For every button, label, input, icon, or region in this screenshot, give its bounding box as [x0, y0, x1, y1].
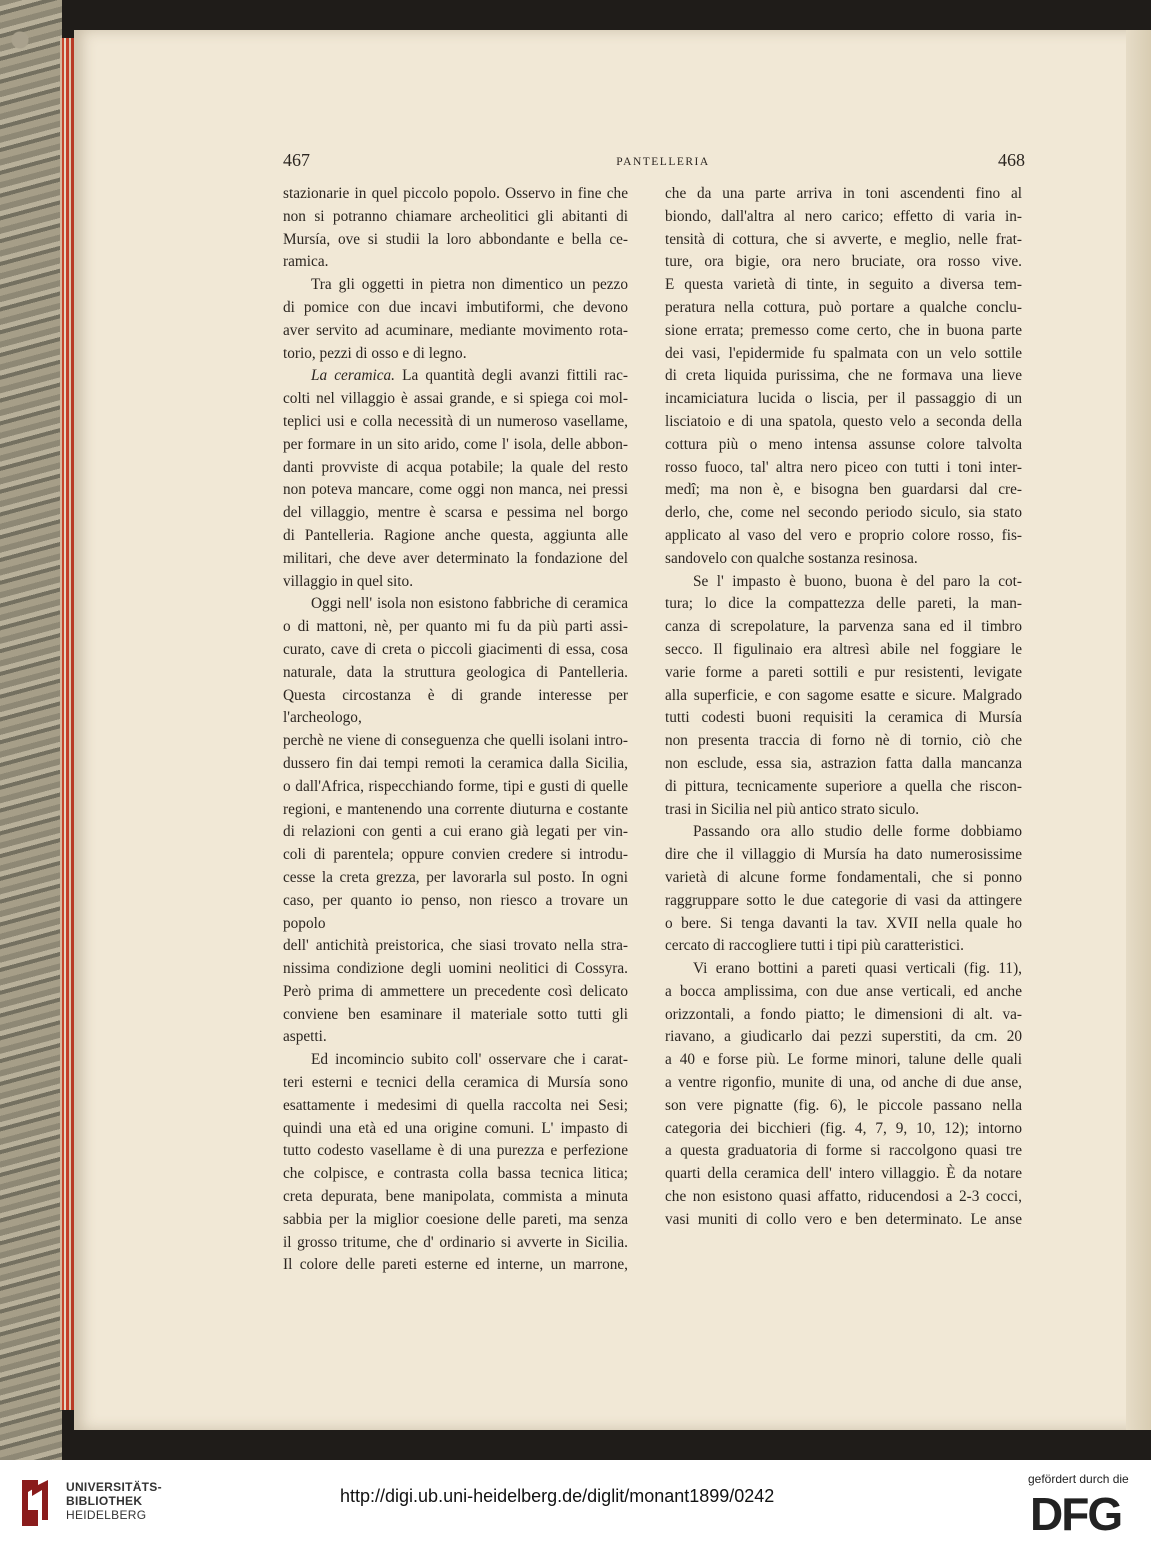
text-column-right [665, 183, 1022, 1232]
left_column-text-line: il grosso tritume, che d' ordinario si avverte in Sicilia. [283, 1233, 628, 1251]
right_column-text-line: non esclude, essa sia, astrazion fatta dalla mancanza [665, 754, 1022, 772]
right_column-text-line: varie forme a pareti sottili e pur resistenti, levigate [665, 663, 1022, 681]
right_column-text-line: cottura più o meno intensa assunse colore talvolta [665, 435, 1022, 453]
permalink-url[interactable]: http://digi.ub.uni-heidelberg.de/diglit/monant1899/0242 [340, 1486, 775, 1506]
right_column-text-line: tensità di cottura, che si avverte, e meglio, nelle frat- [665, 230, 1022, 248]
left_column-text-line: conviene ben esaminare il materiale sotto tutti gli [283, 1005, 628, 1023]
left_column-text-line: tutto codesto vasellame è di una purezza e perfezione [283, 1142, 628, 1160]
right_column-text-line: Se l' impasto è buono, buona è del paro la cot- [693, 572, 1022, 590]
right_column-text-line: trasi in Sicilia nel più antico strato siculo. [665, 800, 920, 818]
left_column-text-line: non si potranno chiamare archeolitici gli abitanti di [283, 207, 628, 225]
right_column-text-line: derlo, che, come nel secondo periodo siculo, sia stato [665, 504, 1022, 522]
right_column-text-line: tutti codesti buoni requisiti la ceramica di Mursía [665, 709, 1022, 727]
left_column-text-line: nissima condizione degli uomini neolitici di Cossyra. [283, 960, 628, 978]
library-name-line2: BIBLIOTHEK [66, 1494, 143, 1508]
left_column-text-line: Questa circostanza è di grande interesse per l'archeologo, [283, 686, 628, 727]
right_column-text-line: alla superficie, e con sagome esatte e sicure. Malgrado [665, 686, 1022, 704]
right_column-text-line: ture, ora bigie, ora nero bruciate, ora rosso vive. [665, 253, 1022, 271]
right_column-text-line: a questa graduatoria di forme si raccolgono quasi tre [665, 1142, 1022, 1160]
right_column-text-line: o bere. Si tenga davanti la tav. XVII nella quale ho [665, 914, 1022, 932]
left_column-text-line: curato, cave di creta o piccoli giacimenti di essa, cosa [283, 640, 628, 658]
left_column-text-line: Tra gli oggetti in pietra non dimentico un pezzo [311, 276, 628, 294]
left_column-text-line: aspetti. [283, 1028, 327, 1046]
viewer-footer [0, 1460, 1151, 1545]
right_column-text-line: sandovelo con qualche sostanza resinosa. [665, 549, 918, 567]
right_column-text-line: a bocca amplissima, con due anse verticali, ed anche [665, 982, 1022, 1000]
left_column-text-line: dell' antichità preistorica, che siasi trovato nella stra- [283, 937, 628, 955]
left_column-text-line: quindi una età ed una origine comuni. L' impasto di [283, 1119, 628, 1137]
left_column-text-line: torio, pezzi di osso e di legno. [283, 344, 467, 362]
left_column-text-line: esattamente i medesimi di quella raccolta nei Sesi; [283, 1096, 628, 1114]
left_column-text-line: che colpisce, e contrasta colla bassa tecnica litica; [283, 1165, 628, 1183]
right_column-text-line: sione errata; premesso come certo, che in buona parte [665, 321, 1022, 339]
left_column-text-line: di Pantelleria. Ragione anche questa, aggiunta alle [283, 526, 628, 544]
left_column-text-line: o di mattoni, nè, per quanto mi fu da più parti assi- [283, 618, 628, 636]
right_column-text-line: tura; lo dice la compattezza delle pareti, la man- [665, 595, 1022, 613]
left_column-text-line: aver servito ad acuminare, mediante movimento rota- [283, 321, 628, 339]
left_column-text-line: teri esterni e tecnici della ceramica di Mursía sono [283, 1074, 628, 1092]
right_column-text-line: di creta liquida purissima, che ne formava una lieve [665, 367, 1022, 385]
library-name [66, 1480, 162, 1522]
right_column-text-line: canza di screpolature, la parvenza sana ed il timbro [665, 618, 1022, 636]
left_column-text-line: villaggio in quel sito. [283, 572, 414, 590]
right_column-text-line: a ventre rigonfio, munite di una, od anche di due anse, [665, 1074, 1022, 1092]
left_column-text-line: militari, che deve aver determinato la fondazione del [283, 549, 628, 567]
right_column-text-line: raggruppare sotto le due categorie di vasi da attingere [665, 891, 1022, 909]
left_column-text-line: Mursía, ove si studii la loro abbondante e bella ce- [283, 230, 628, 248]
left_column-text-line: regioni, e mantenendo una corrente diuturna e costante [283, 800, 628, 818]
left_column-text-line: caso, per quanto io penso, non riesco a trovare un popolo [283, 891, 628, 932]
left_column-text-line: cesse la creta grezza, per lavorarla sul posto. In ogni [283, 868, 628, 886]
right_column-text-line: a 40 e forse più. Le forme minori, talune delle quali [665, 1051, 1022, 1069]
left_column-text-line: non poteva mancare, come oggi non manca, nei pressi [283, 481, 628, 499]
section-heading: La ceramica. [311, 367, 396, 385]
left_column-text-line: ramica. [283, 253, 329, 271]
right_column-text-line: che da una parte arriva in toni ascendenti fino al [665, 185, 1022, 202]
next-page-edge [1126, 30, 1151, 1430]
left_column-text-line: teplici usi e colla necessità di un numeroso vasellame, [283, 412, 628, 430]
running-title: PANTELLERIA [616, 156, 710, 168]
right_column-text-line: cercato di raccogliere tutti i tipi più caratteristici. [665, 937, 965, 955]
library-name-line1: UNIVERSITÄTS- [66, 1480, 162, 1494]
left_column-text-line: Oggi nell' isola non esistono fabbriche di ceramica [311, 595, 628, 613]
page-number-right: 468 [998, 150, 1025, 170]
right_column-text-line: non presenta traccia di forno nè di tornio, ciò che [665, 732, 1022, 750]
right_column-text-line: varietà di alcune forme fondamentali, che si ponno [665, 868, 1022, 886]
right_column-text-line: che non esistono quasi affatto, riducendosi a 2-3 cocci, [665, 1188, 1022, 1206]
right_column-text-line: medî; ma non è, e bisogna ben guardarsi dal cre- [665, 481, 1022, 499]
left_column-text-line: per formare in un sito arido, come l' isola, delle abbon- [283, 435, 628, 453]
left_column-text-line: del villaggio, mentre è scarsa e pessima nel borgo [283, 504, 628, 522]
dfg-logo-text: DFG [1030, 1490, 1122, 1534]
right_column-text-line: incamiciatura lucida o liscia, per il passaggio di un [665, 390, 1022, 408]
right_column-text-line: lisciatoio e di una spatola, questo velo a seconda della [665, 412, 1022, 430]
left_column-text-line: coli di parentela; oppure convien credere si introdu- [283, 846, 628, 864]
text-column-left [283, 183, 628, 1277]
left_column-text-line: sabbia per la miglior coesione delle pareti, ma senza [283, 1210, 628, 1228]
library-name-line3: HEIDELBERG [66, 1508, 147, 1522]
dfg-logo [1030, 1490, 1136, 1534]
left_column-text-line: stazionarie in quel piccolo popolo. Osservo in fine che [283, 185, 628, 202]
marbled-endpaper [0, 0, 62, 1460]
right_column-text-line: rosso fuoco, tal' altra nero piceo con tutti i toni inter- [665, 458, 1022, 476]
right_column-text-line: secco. Il figulinaio era altresì abile nel foggiare le [665, 640, 1022, 658]
left_column-text-line: Però prima di ammettere un precedente così delicato [283, 982, 628, 1000]
right_column-text-line: peratura nella cottura, può portare a qualche conclu- [665, 298, 1022, 316]
left_column-text-line: perchè ne viene di conseguenza che quelli isolani intro- [283, 732, 628, 750]
left_column-text-line: Il colore delle pareti esterne ed interne, un marrone, [283, 1256, 628, 1274]
right_column-text-line: dei vasi, l'epidermide fu spalmata con un velo sottile [665, 344, 1022, 362]
right_column-text-line: son vere pignatte (fig. 6), le piccole passano nella [665, 1096, 1022, 1114]
right_column-text-line: E questa varietà di tinte, in seguito a diversa tem- [665, 276, 1022, 294]
left_column-text-line: di relazioni con genti a cui erano già legati per vin- [283, 823, 628, 841]
right_column-text-line: riavano, a giudicarlo dai pezzi superstiti, da cm. 20 [665, 1028, 1022, 1046]
left_column-text-line: colti nel villaggio è assai grande, e si spiega coi mol- [283, 390, 628, 408]
right_column-text-line: categoria dei bicchieri (fig. 4, 7, 9, 10, 12); intorno [665, 1119, 1022, 1137]
right_column-text-line: vasi muniti di collo vero e ben determinato. Le anse [665, 1210, 1022, 1228]
funding-caption: gefördert durch die [1028, 1472, 1129, 1486]
left_column-text-line: dussero fin dai tempi remoti la ceramica dalla Sicilia, [283, 754, 628, 772]
right_column-text-line: dire che il villaggio di Mursía ha dato numerosissime [665, 846, 1022, 864]
page-number-left: 467 [283, 150, 310, 170]
left_column-text-line: creta depurata, bene manipolata, commista a minuta [283, 1188, 628, 1206]
right_column-text-line: orizzontali, a fondo piatto; le dimensioni di alt. va- [665, 1005, 1022, 1023]
red-page-edges [60, 38, 74, 1410]
left_column-text-line: di pomice con due incavi imbutiformi, che devono [283, 298, 628, 316]
left_column-text-line: Ed incomincio subito coll' osservare che i carat- [311, 1051, 628, 1069]
right_column-text-line: di pittura, tecnicamente superiore a quella che riscon- [665, 777, 1022, 795]
right_column-text-line: Passando ora allo studio delle forme dobbiamo [693, 823, 1022, 841]
left_column-text-line [283, 365, 628, 388]
right_column-text-line: Vi erano bottini a pareti quasi verticali (fig. 11), [693, 960, 1022, 978]
university-library-logo [18, 1476, 58, 1528]
left_column-text-line: naturale, data la struttura geologica di Pantelleria. [283, 663, 628, 681]
right_column-text-line: biondo, dall'altra al nero carico; effetto di varia in- [665, 207, 1022, 225]
left_column-text-line: danti provviste di acqua potabile; la quale del resto [283, 458, 628, 476]
line-text: La quantità degli avanzi fittili rac- [402, 367, 628, 385]
right_column-text-line: quarti della ceramica dell' intero villaggio. È da notare [665, 1165, 1022, 1183]
right_column-text-line: applicato al vaso del vero e proprio colore rosso, fis- [665, 526, 1022, 544]
left_column-text-line: o dall'Africa, rispecchiando forme, tipi e gusti di quelle [283, 777, 628, 795]
